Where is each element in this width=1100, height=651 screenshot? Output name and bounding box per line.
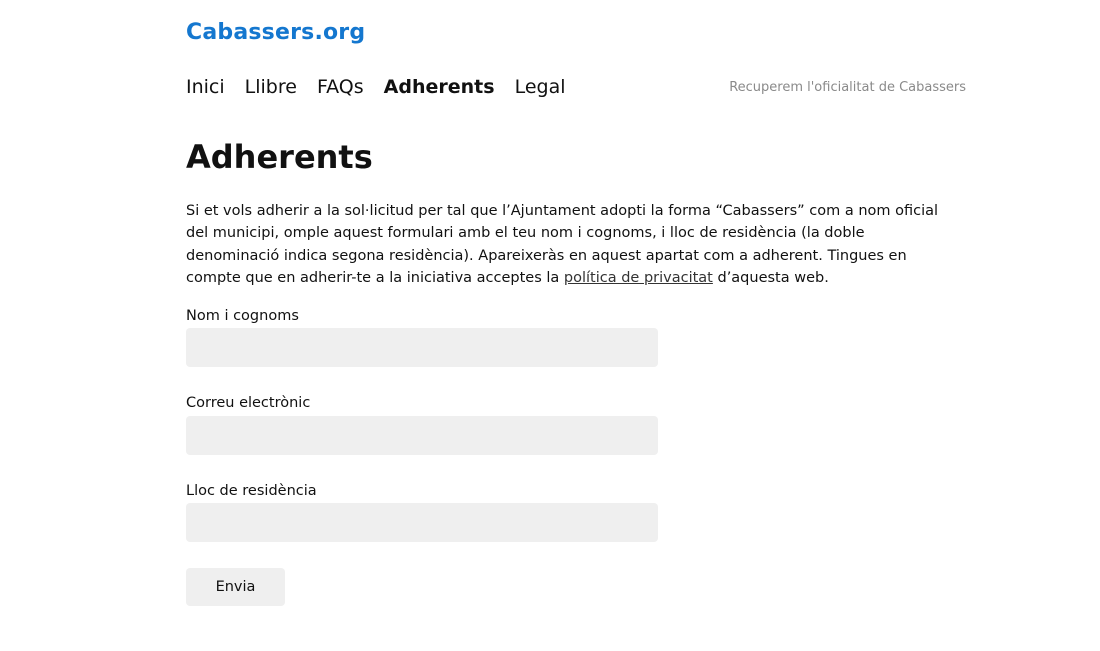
email-label: Correu electrònic — [186, 395, 311, 411]
intro-text-before-link: Si et vols adherir a la sol·licitud per tal que l’Ajuntament adopti la forma “Cabassers” com a nom oficial del municipi, omple aquest formulari amb el teu nom i cognoms, i lloc de residència (la doble denominació indica segona residència). Apareixeràs en aquest apartat com a adherent. Tingues en compte que en adherir-te a la iniciativa acceptes la — [186, 203, 939, 287]
main-nav — [186, 76, 566, 98]
nav-item-llibre[interactable]: Llibre — [244, 76, 297, 98]
name-input[interactable] — [186, 328, 658, 367]
site-tagline: Recuperem l'oficialitat de Cabassers — [729, 80, 966, 95]
nav-item-adherents[interactable]: Adherents — [383, 76, 495, 98]
nav-item-legal[interactable]: Legal — [514, 76, 566, 98]
residence-input[interactable] — [186, 503, 658, 542]
privacy-policy-link[interactable]: política de privacitat — [563, 270, 713, 287]
intro-text-after-link: d’aquesta web. — [712, 270, 829, 287]
page-title: Adherents — [186, 138, 373, 176]
name-label: Nom i cognoms — [186, 308, 299, 324]
residence-label: Lloc de residència — [186, 483, 317, 499]
email-input[interactable] — [186, 416, 658, 455]
intro-paragraph — [186, 200, 956, 290]
submit-button[interactable]: Envia — [186, 568, 285, 606]
site-title-link[interactable]: Cabassers.org — [186, 20, 366, 45]
nav-item-faqs[interactable]: FAQs — [316, 76, 364, 98]
nav-item-inici[interactable]: Inici — [186, 76, 225, 98]
